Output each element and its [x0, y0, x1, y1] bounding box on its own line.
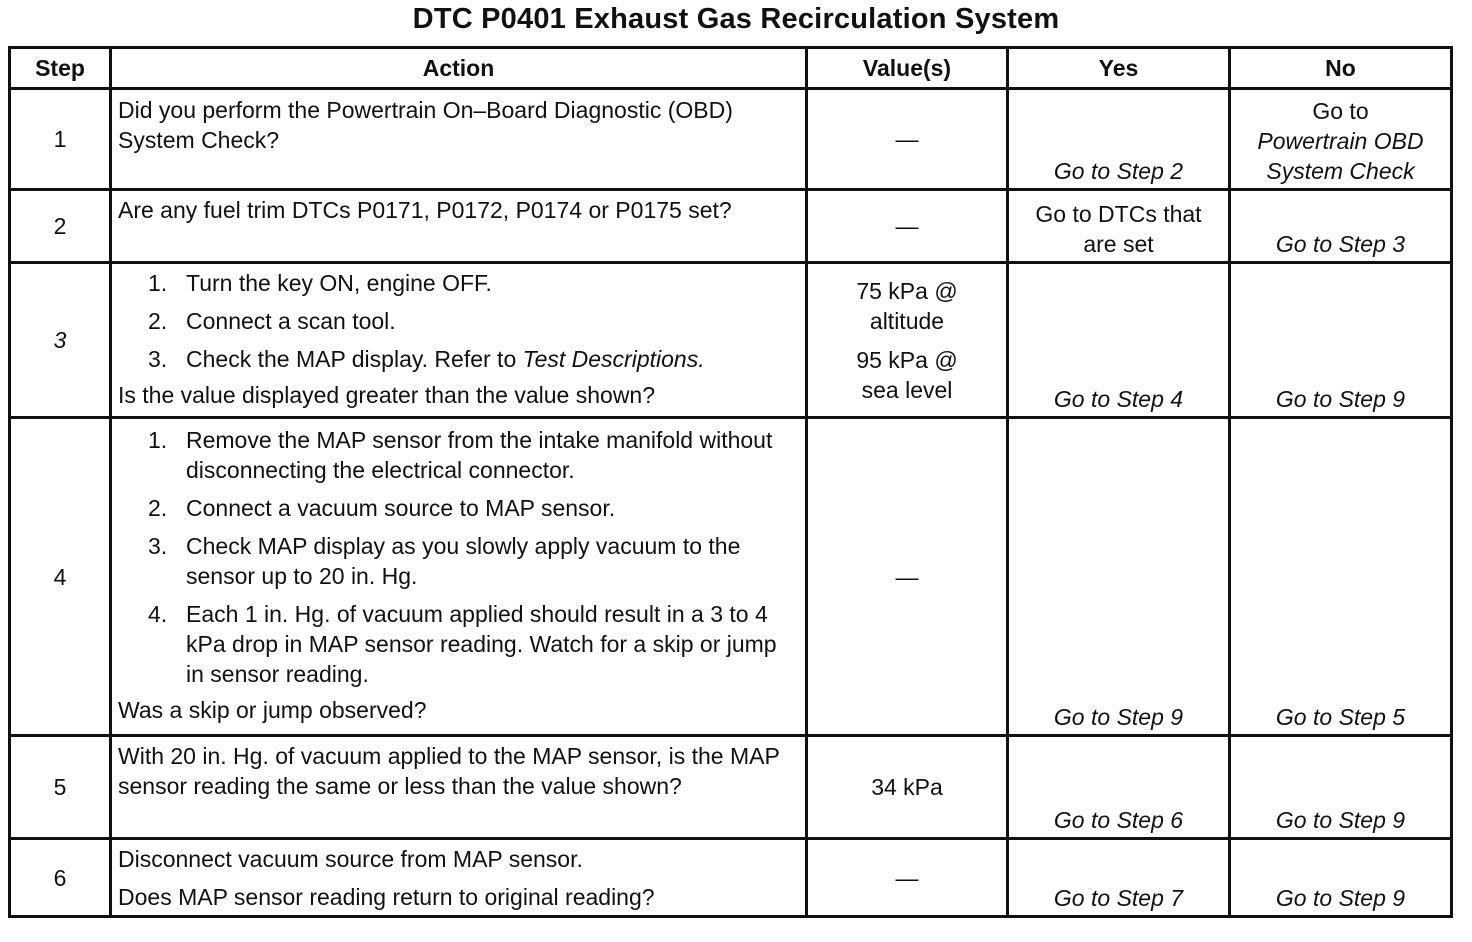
list-item-text: Each 1 in. Hg. of vacuum applied should result in a 3 to 4 kPa drop in MAP sensor reading. Watch for a skip or jump in sensor reading. [186, 601, 777, 687]
procedure-list [118, 425, 799, 689]
question-text: Was a skip or jump observed? [118, 697, 427, 723]
value-line: 95 kPa @ [856, 346, 958, 373]
no-result [1230, 89, 1452, 190]
no-result: Go to Step 5 [1230, 418, 1452, 736]
list-item-text: Remove the MAP sensor from the intake manifold without disconnecting the electrical connector. [186, 427, 773, 483]
yes-result: Go to DTCs that are set [1008, 190, 1230, 263]
list-item-text: Connect a scan tool. [186, 308, 396, 334]
list-item: 2. Connect a vacuum source to MAP sensor. [148, 495, 616, 521]
procedure-list [118, 268, 799, 374]
yes-result: Go to Step 6 [1008, 736, 1230, 839]
header-values: Value(s) [807, 48, 1008, 89]
list-item: 3. Check the MAP display. Refer to Test Descriptions. [148, 346, 705, 372]
step-number: 1 [10, 89, 111, 190]
action-cell [111, 418, 807, 736]
list-item-text: Turn the key ON, engine OFF. [186, 270, 492, 296]
no-result: Go to Step 9 [1230, 839, 1452, 917]
no-result: Go to Step 9 [1230, 736, 1452, 839]
value-line: 75 kPa @ [856, 277, 958, 304]
reference-link: Test Descriptions. [522, 346, 705, 372]
step-number: 2 [10, 190, 111, 263]
table-row [10, 736, 1452, 839]
list-item: 1. Remove the MAP sensor from the intake manifold without disconnecting the electrical connector. [148, 427, 773, 483]
header-action: Action [111, 48, 807, 89]
action-cell [111, 263, 807, 418]
header-step: Step [10, 48, 111, 89]
question-text: Is the value displayed greater than the value shown? [118, 382, 656, 408]
action-text: Did you perform the Powertrain On–Board Diagnostic (OBD) System Check? [111, 89, 807, 190]
step-number: 6 [10, 839, 111, 917]
table-row [10, 89, 1452, 190]
value-cell [807, 263, 1008, 418]
value-cell: — [807, 839, 1008, 917]
value-cell: 34 kPa [807, 736, 1008, 839]
list-item-text: Check MAP display as you slowly apply vacuum to the sensor up to 20 in. Hg. [186, 533, 741, 589]
yes-result: Go to Step 7 [1008, 839, 1230, 917]
list-item: 1. Turn the key ON, engine OFF. [148, 270, 492, 296]
header-yes: Yes [1008, 48, 1230, 89]
value-line: altitude [869, 307, 945, 334]
table-row [10, 190, 1452, 263]
action-text: Are any fuel trim DTCs P0171, P0172, P0174 or P0175 set? [111, 190, 807, 263]
list-item-text: Check the MAP display. Refer to [186, 346, 517, 372]
no-result-link: Powertrain OBD System Check [1257, 128, 1424, 184]
list-item: 4. Each 1 in. Hg. of vacuum applied should result in a 3 to 4 kPa drop in MAP sensor reading. Watch for a skip or jump in sensor reading. [148, 601, 777, 687]
list-item: 2. Connect a scan tool. [148, 308, 396, 334]
no-result: Go to Step 9 [1230, 263, 1452, 418]
no-result-prefix: Go to [1312, 98, 1369, 124]
header-no: No [1230, 48, 1452, 89]
step-number: 4 [10, 418, 111, 736]
value-cell: — [807, 89, 1008, 190]
table-row [10, 839, 1452, 917]
table-row [10, 418, 1452, 736]
step-number: 5 [10, 736, 111, 839]
yes-result: Go to Step 2 [1008, 89, 1230, 190]
no-result: Go to Step 3 [1230, 190, 1452, 263]
value-cell: — [807, 418, 1008, 736]
list-item-text: Connect a vacuum source to MAP sensor. [186, 495, 616, 521]
yes-result: Go to Step 9 [1008, 418, 1230, 736]
table-row [10, 263, 1452, 418]
header-row [10, 48, 1452, 89]
yes-result: Go to Step 4 [1008, 263, 1230, 418]
value-line: sea level [861, 376, 953, 403]
action-text: With 20 in. Hg. of vacuum applied to the MAP sensor, is the MAP sensor reading the same or less than the value shown? [111, 736, 807, 839]
action-cell [111, 839, 807, 917]
action-text: Disconnect vacuum source from MAP sensor. [118, 846, 583, 872]
list-item: 3. Check MAP display as you slowly apply vacuum to the sensor up to 20 in. Hg. [148, 533, 741, 589]
page-title: DTC P0401 Exhaust Gas Recirculation System [412, 3, 1060, 35]
diagnostic-table [8, 46, 1453, 918]
value-cell: — [807, 190, 1008, 263]
question-text: Does MAP sensor reading return to original reading? [118, 884, 655, 910]
step-number: 3 [10, 263, 111, 418]
